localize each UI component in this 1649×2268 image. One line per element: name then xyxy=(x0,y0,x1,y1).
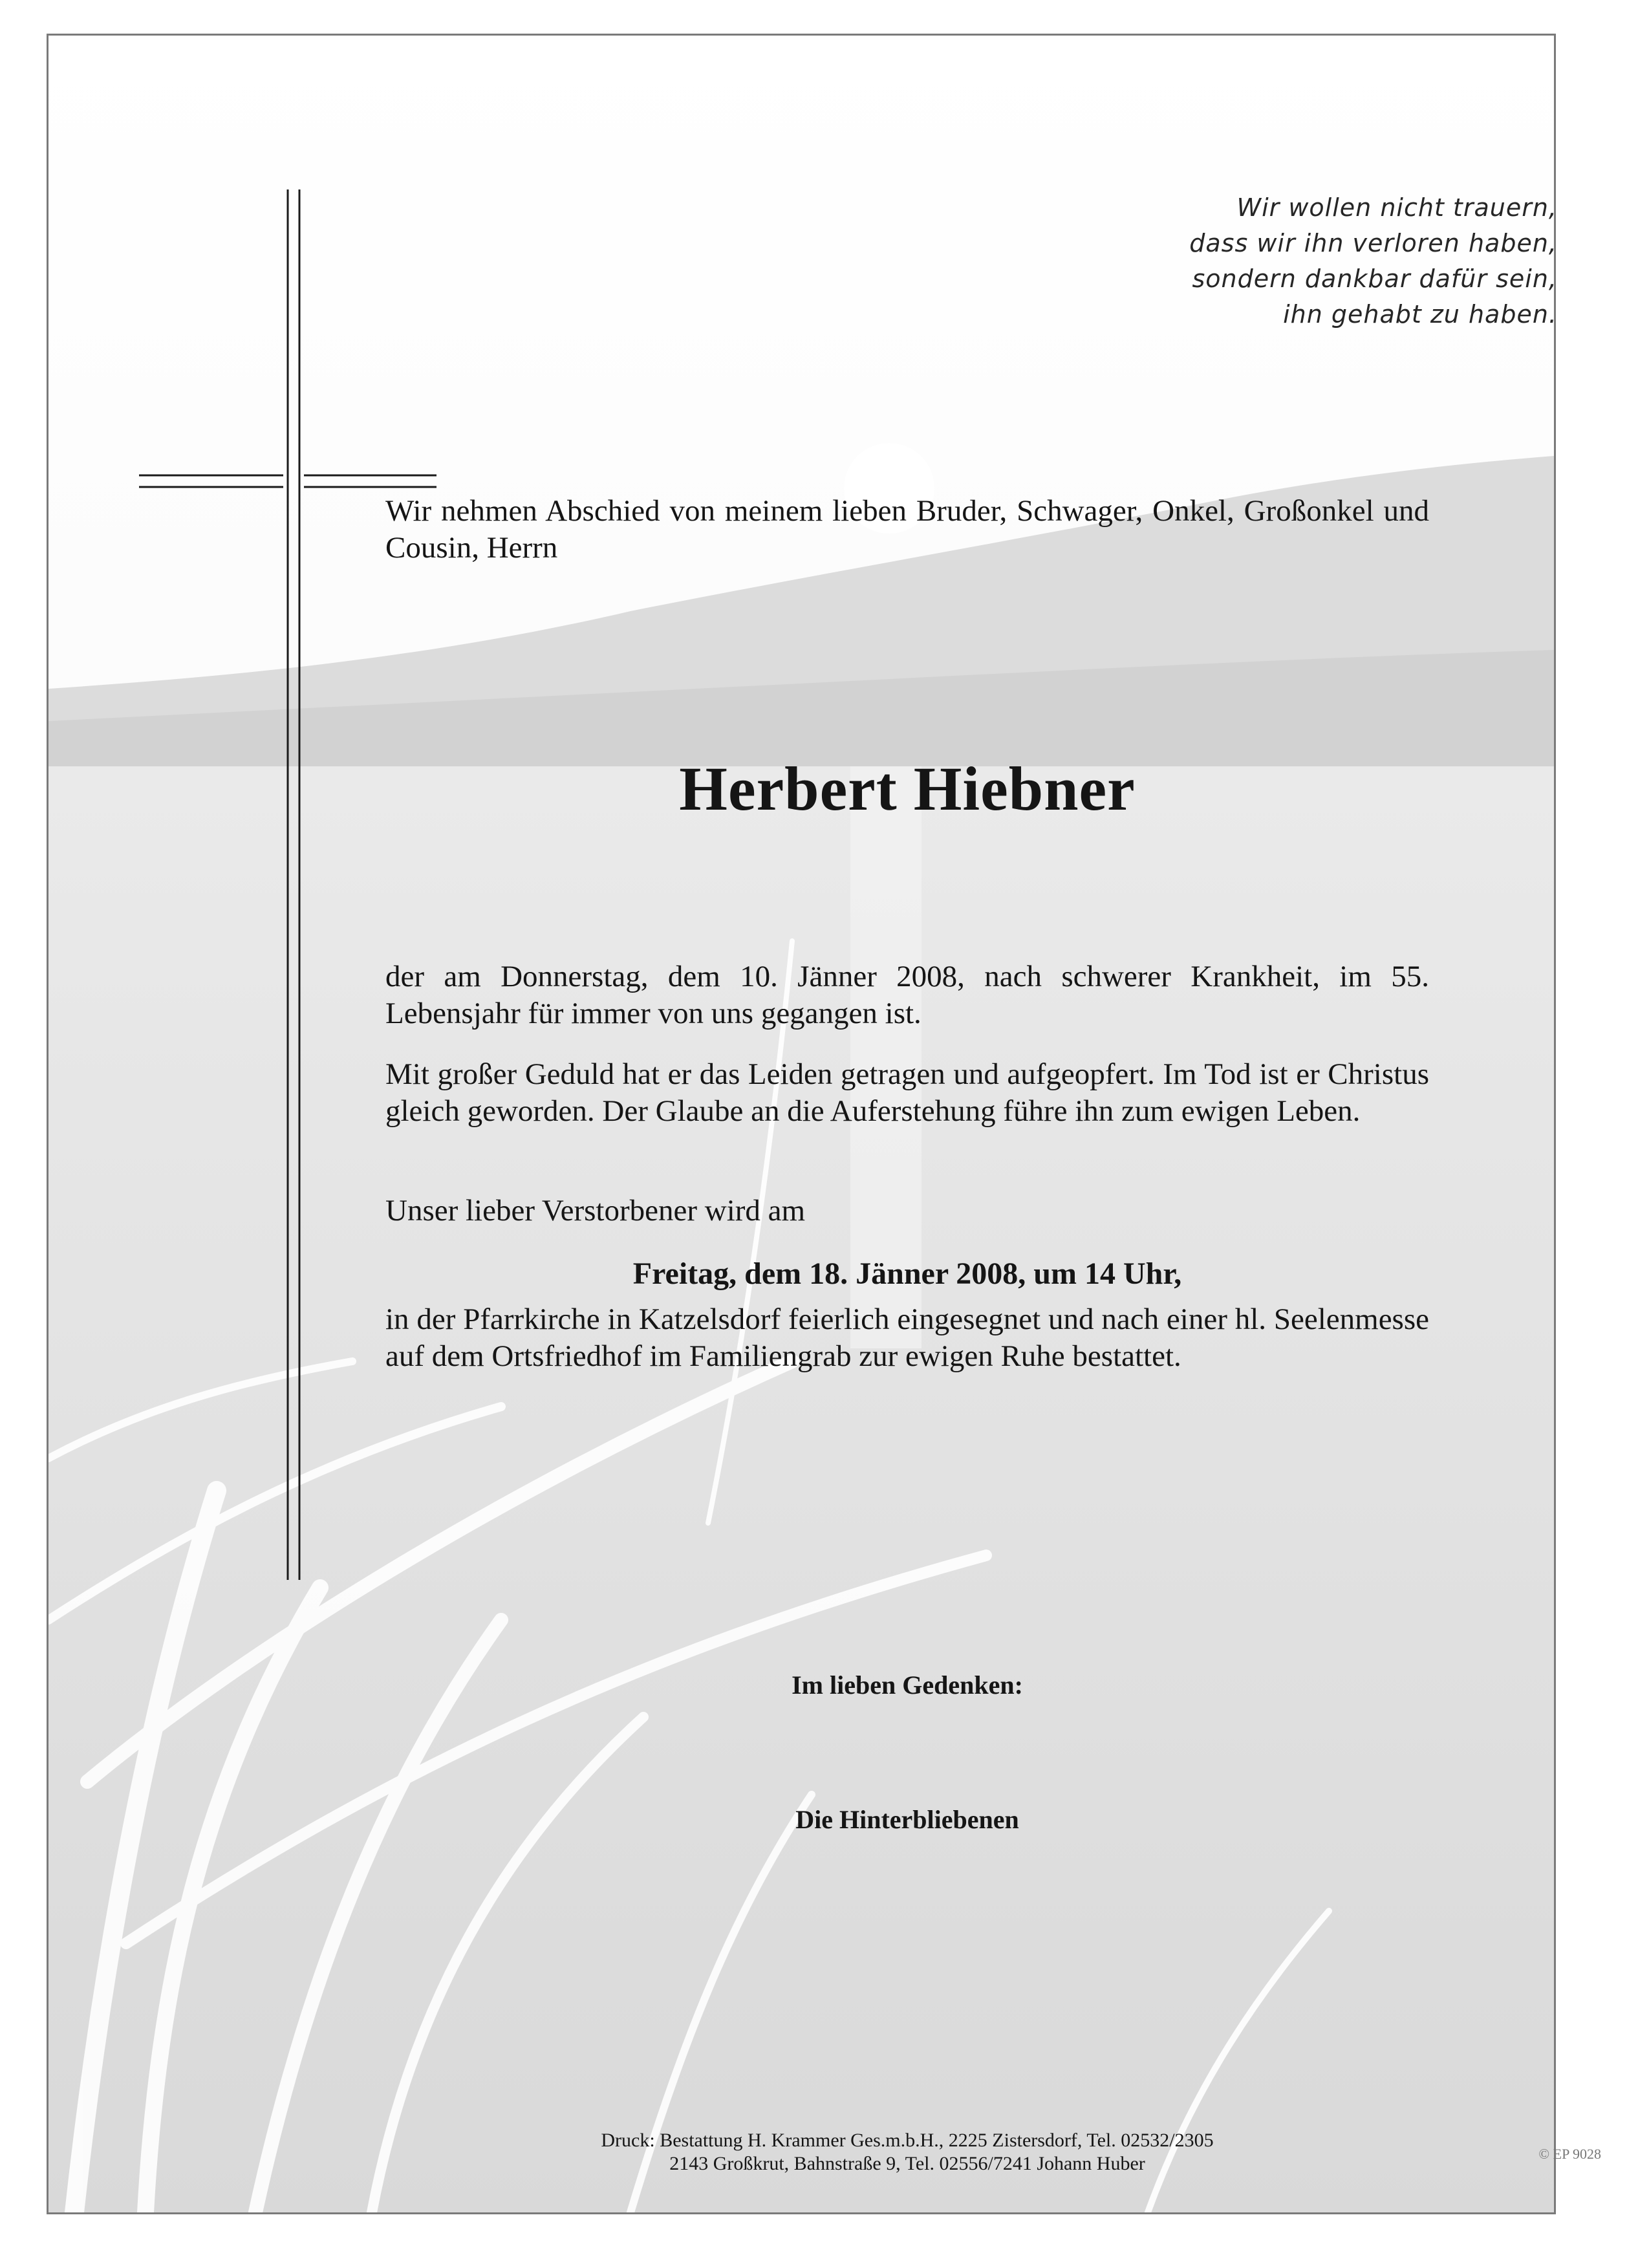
signature-text: Die Hinterbliebenen xyxy=(795,1805,1019,1834)
motto-line-4: ihn gehabt zu haben. xyxy=(1283,300,1557,329)
copyright-mark: © EP 9028 xyxy=(1538,2146,1601,2162)
motto-line-2: dass wir ihn verloren haben, xyxy=(1189,229,1557,257)
faith-paragraph: Mit großer Geduld hat er das Leiden getragen und aufgeopfert. Im Tod ist er Christus gleich geworden. Der Glaube an die Auferstehung führe ihn zum ewigen Leben. xyxy=(385,1057,1429,1128)
motto-line-1: Wir wollen nicht trauern, xyxy=(1236,193,1557,222)
motto-quote xyxy=(1189,190,1557,332)
motto-line-3: sondern dankbar dafür sein, xyxy=(1192,265,1557,293)
closing-text: Im lieben Gedenken: xyxy=(792,1670,1023,1700)
funeral-paragraph: in der Pfarrkirche in Katzelsdorf feierlich eingesegnet und nach einer hl. Seelenmesse auf dem Ortsfriedhof im Familiengrab zur ewigen Ruhe bestattet. xyxy=(385,1302,1429,1373)
printer-imprint xyxy=(385,2129,1429,2176)
funeral-date: Freitag, dem 18. Jänner 2008, um 14 Uhr, xyxy=(632,1257,1182,1291)
imprint-line-2: 2143 Großkrut, Bahnstraße 9, Tel. 02556/7241 Johann Huber xyxy=(669,2153,1145,2174)
intro-text: Wir nehmen Abschied von meinem lieben Bruder, Schwager, Onkel, Großonkel und Cousin, Herrn xyxy=(385,494,1429,565)
death-paragraph: der am Donnerstag, dem 10. Jänner 2008, nach schwerer Krankheit, im 55. Lebensjahr für immer von uns gegangen ist. xyxy=(385,960,1429,1030)
deceased-name: Herbert Hiebner xyxy=(679,754,1136,823)
imprint-line-1: Druck: Bestattung H. Krammer Ges.m.b.H., 2225 Zistersdorf, Tel. 02532/2305 xyxy=(601,2130,1214,2151)
funeral-intro-text: Unser lieber Verstorbener wird am xyxy=(385,1194,806,1227)
